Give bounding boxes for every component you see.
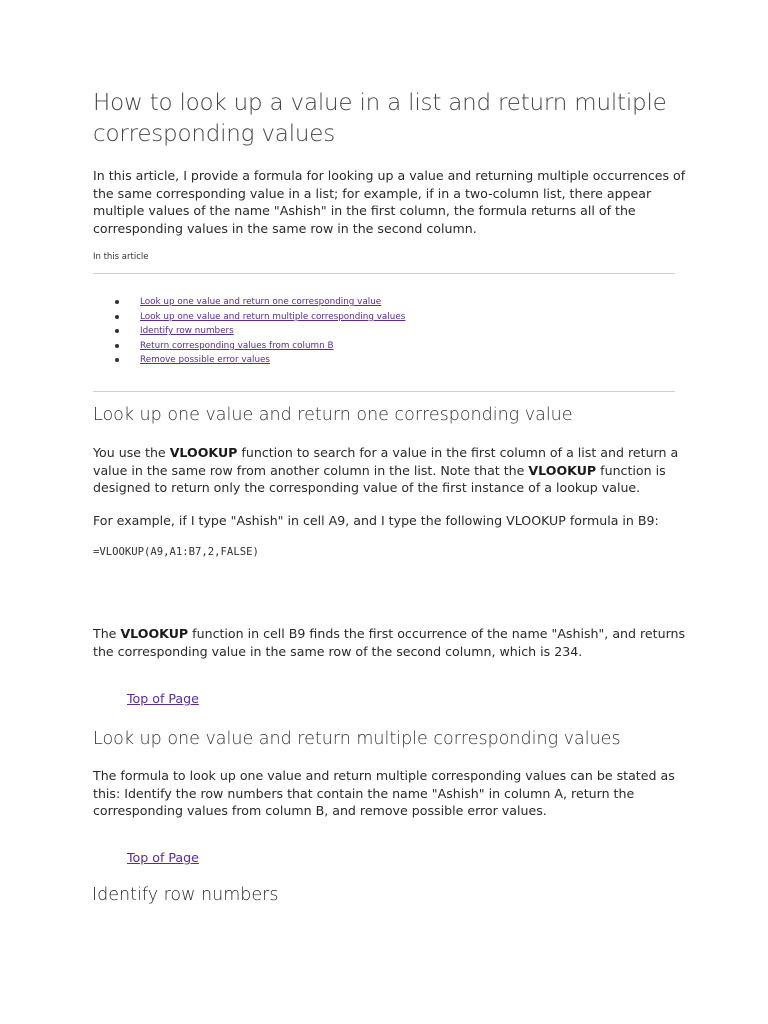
bullet-icon xyxy=(115,344,119,348)
toc-link-identify-rows[interactable]: Identify row numbers xyxy=(140,326,234,337)
toc-item xyxy=(112,295,405,310)
bullet-icon xyxy=(115,329,119,333)
section1-paragraph-1: You use the VLOOKUP function to search for a value in the first column of a list and return a value in the same row from another column in the list. Note that the VLOOKUP function is designed to return only the corresponding value of the first instance of a lookup value. xyxy=(93,445,679,495)
section2-paragraph: The formula to look up one value and return multiple corresponding values can be stated as this: Identify the row numbers that contain the name "Ashish" in column A, return the corresponding values from column B, and remove possible error values. xyxy=(93,768,675,818)
section-heading-lookup-one: Look up one value and return one corresponding value xyxy=(93,405,573,425)
section-heading-lookup-multiple: Look up one value and return multiple corresponding values xyxy=(93,729,621,749)
section1-paragraph-3: The VLOOKUP function in cell B9 finds the first occurrence of the name "Ashish", and returns the corresponding value in the same row of the second column, which is 234. xyxy=(93,626,686,659)
toc-link-lookup-one[interactable]: Look up one value and return one corresponding value xyxy=(140,297,382,307)
in-this-article-label: In this article xyxy=(93,252,149,262)
section1-paragraph-2: For example, if I type "Ashish" in cell A9, and I type the following VLOOKUP formula in B9: xyxy=(93,513,659,528)
toc-link-return-values[interactable]: Return corresponding values from column B xyxy=(140,340,334,351)
table-of-contents xyxy=(112,295,405,368)
toc-item xyxy=(112,324,405,339)
divider-top xyxy=(93,273,675,274)
divider-bottom xyxy=(93,391,675,392)
section-heading-identify-rows: Identify row numbers xyxy=(92,885,279,905)
formula-code: =VLOOKUP(A9,A1:B7,2,FALSE) xyxy=(93,546,259,558)
toc-item xyxy=(112,310,405,325)
toc-item xyxy=(112,339,405,354)
bullet-icon xyxy=(115,358,119,362)
toc-link-remove-errors[interactable]: Remove possible error values xyxy=(140,355,271,366)
bullet-icon xyxy=(115,315,119,319)
intro-paragraph: In this article, I provide a formula for looking up a value and returning multiple occurrences of the same corresponding value in a list; for example, if in a two-column list, there appear multiple values of the name "Ashish" in the first column, the formula returns all of the corresponding values in the same row in the second column. xyxy=(93,168,686,236)
toc-item xyxy=(112,353,405,368)
top-of-page-link[interactable]: Top of Page xyxy=(127,850,199,865)
top-of-page-link[interactable]: Top of Page xyxy=(127,691,199,706)
bullet-icon xyxy=(115,300,119,304)
page-title: How to look up a value in a list and return multiple corresponding values xyxy=(93,90,667,147)
toc-link-lookup-multiple[interactable]: Look up one value and return multiple corresponding values xyxy=(140,311,406,322)
